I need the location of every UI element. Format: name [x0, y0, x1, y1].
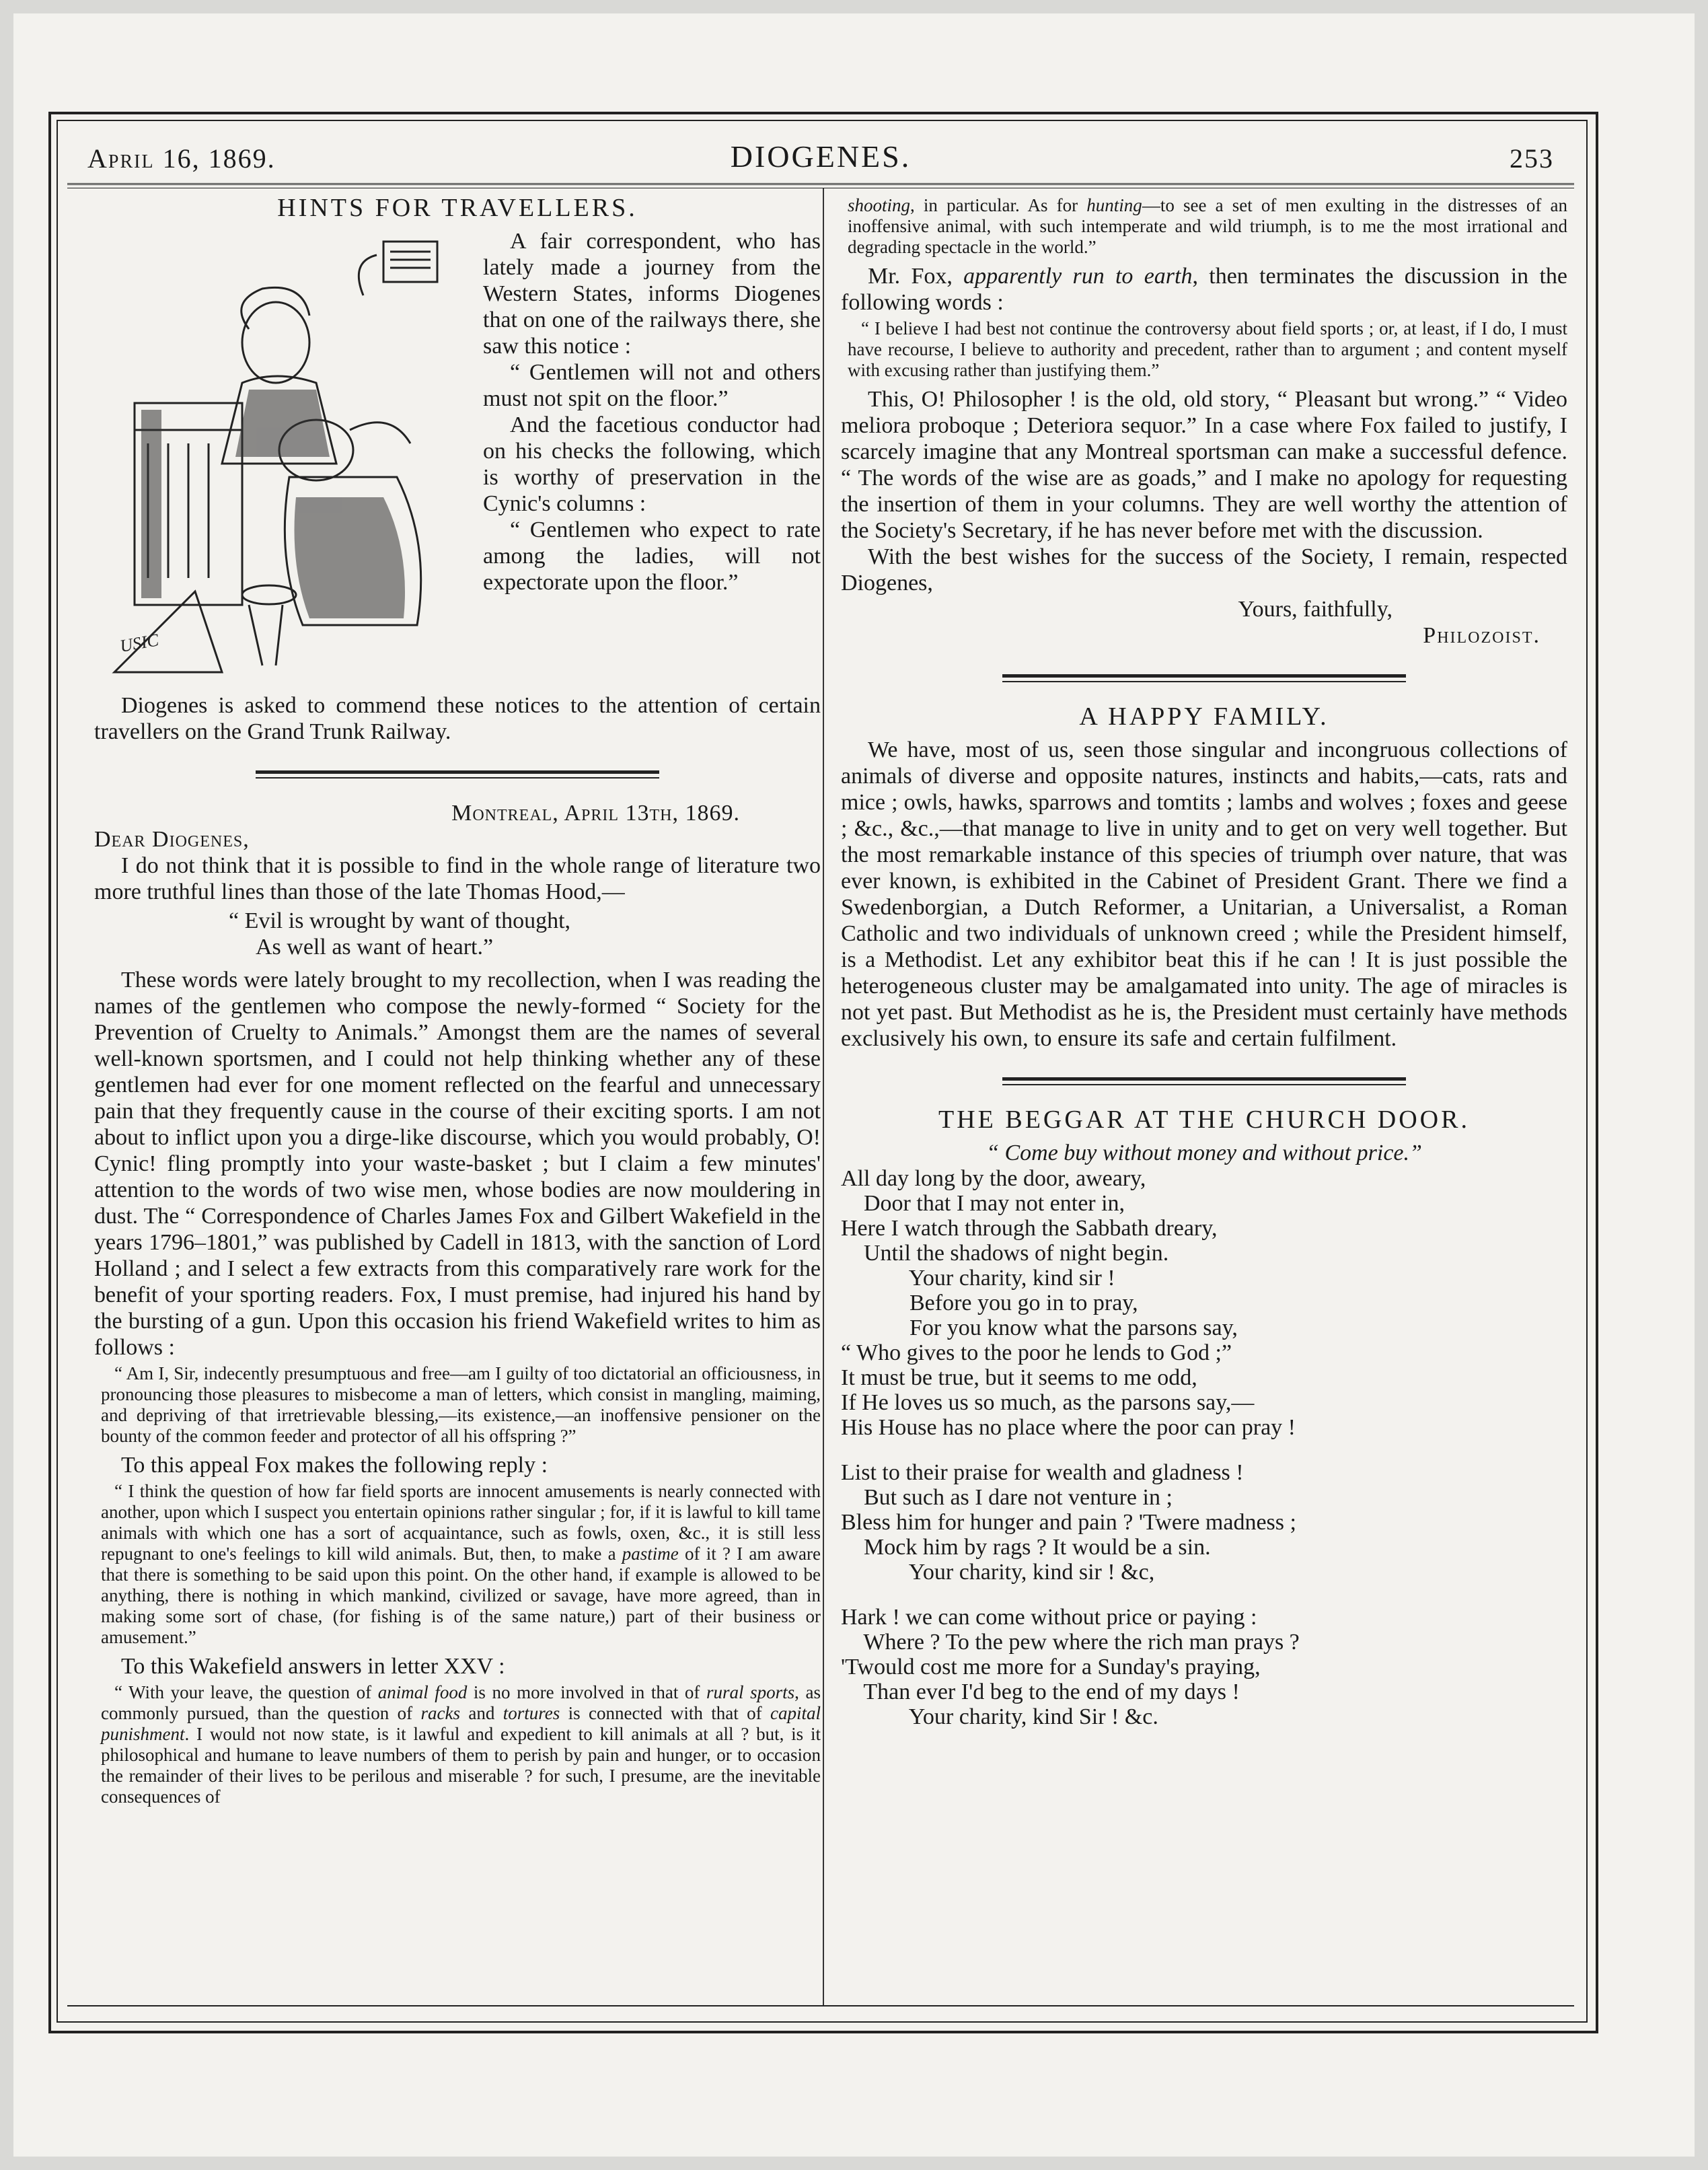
header-rule — [67, 183, 1574, 188]
poem-beggar-at-church-door — [841, 1107, 1567, 1729]
block-quote — [848, 318, 1567, 381]
poem-stanza — [841, 1460, 1567, 1585]
letter-salutation: Dear Diogenes, — [94, 827, 250, 852]
poem-line: If He loves us so much, as the parsons say,— — [841, 1390, 1255, 1415]
poem-line: But such as I dare not venture in ; — [841, 1485, 1173, 1510]
paragraph: Diogenes is asked to commend these notices to the attention of certain travellers on the Grand Trunk Railway. — [94, 693, 821, 744]
quoted-notice: “ Gentlemen who expect to rate among the ladies, will not expectorate upon the floor.” — [483, 517, 821, 595]
poem-line: “ Who gives to the poor he lends to God ;” — [841, 1340, 1232, 1365]
block-quote-continued — [848, 195, 1567, 258]
section-separator — [841, 1064, 1567, 1100]
paragraph: We have, most of us, seen those singular and incongruous collections of animals of diverse and opposite natures, instincts and habits,—cats, rats and mice ; owls, hawks, sparrows and tomtits ; lambs and wolves ; foxes and geese ; &c., &c.,—that manage to live in unity and to get on very well together. But the most remarkable instance of this species of triumph over nature, that was ever known, is exhibited in the Cabinet of President Grant. There we find a Swedenborgian, a Dutch Reformer, a Unitarian, a Universalist, a Roman Catholic and two individuals of unknown creed ; while the President himself, is a Methodist. Let any exhibitor beat this if he can ! It is just possible the heterogeneous cluster may be amalgamated into unity. The age of miracles is not yet past. But Methodist as he is, the President must certainly have methods exclusively his own, to ensure its safe and certain fulfilment. — [841, 737, 1567, 1051]
paragraph: A fair correspondent, who has lately made a journey from the Western States, informs Diogenes that on one of the railways there, she saw this notice : — [483, 229, 821, 359]
quote-text: shooting, in particular. As for hunting—to see a set of men exulting in the distresses of an inoffensive animal, with such intemperate and wild triumph, is to me the most irrational and degrading spectacle in the world.” — [848, 195, 1567, 257]
poem-stanza — [841, 1166, 1567, 1440]
poem-line: List to their praise for wealth and gladness ! — [841, 1460, 1244, 1485]
issue-date: April 16, 1869. — [87, 143, 276, 174]
bottom-rule — [67, 2005, 1574, 2006]
poem-line: Door that I may not enter in, — [841, 1191, 1125, 1216]
column-divider — [823, 188, 824, 2005]
quote-text: “ Am I, Sir, indecently presumptuous and free—am I guilty of too dictatorial an officiousness, in pronouncing those pleasures to misbecome a man of letters, which consist in mangling, maiming, and depriving of that irretrievable blessing,—its existence,—an inoffensive pensioner on the bounty of the common feeder and protector of all his offspring ?” — [101, 1363, 821, 1446]
quoted-notice: “ Gentlemen will not and others must not spit on the floor.” — [483, 360, 821, 411]
illustration-piano-singer — [94, 228, 471, 686]
poem-line: 'Twould cost me more for a Sunday's praying, — [841, 1655, 1261, 1679]
verse-line: As well as want of heart.” — [256, 935, 494, 960]
poem-line: Before you go in to pray, — [841, 1291, 1138, 1315]
poem-line: Than ever I'd beg to the end of my days ! — [841, 1679, 1240, 1704]
right-column — [841, 195, 1567, 1749]
section-separator — [841, 661, 1567, 697]
page-number: 253 — [1510, 143, 1554, 174]
poem-line: All day long by the door, aweary, — [841, 1166, 1146, 1191]
quote-text: “ I believe I had best not continue the controversy about field sports ; or, at least, if I do, I must have recourse, I believe to authority and precedent, rather than to argument ; and content myself with excusing rather than justifying them.” — [848, 318, 1567, 380]
poem-line: Your charity, kind Sir ! &c. — [841, 1704, 1158, 1729]
masthead: DIOGENES. — [730, 139, 912, 174]
paragraph: These words were lately brought to my recollection, when I was reading the names of the gentlemen who compose the newly-formed “ Society for the Prevention of Cruelty to Animals.” Amongst them are the names of several well-known sportsmen, and I could not help thinking whether any of these gentlemen had ever for one moment reflected on the fearful and unnecessary pain that they frequently cause in the course of their exciting sports. I am not about to inflict upon you a dirge-like discourse, which you would probably, O! Cynic! fling promptly into your waste-basket ; but I claim a few minutes' attention to the words of two wise men, whose bodies are now mouldering in dust. The “ Correspondence of Charles James Fox and Gilbert Wakefield in the years 1796–1801,” was published by Cadell in 1813, with the sanction of Lord Holland ; and I select a few extracts from this comparatively rare work for the benefit of your sporting readers. Fox, I must premise, had injured his hand by the bursting of a gun. Upon this occasion his friend Wakefield writes to him as follows : — [94, 968, 821, 1360]
poem-line: Your charity, kind sir ! — [841, 1266, 1115, 1291]
poem-line: His House has no place where the poor can pray ! — [841, 1415, 1296, 1440]
letter-signature: Philozoist. — [1423, 623, 1540, 648]
article-letter — [94, 800, 821, 1807]
article-happy-family — [841, 704, 1567, 1052]
quote-text: “ With your leave, the question of animal food is no more involved in that of rural sports, as commonly pursued, than the question of racks and tortures is connected with that of capital punishment. I would not now state, is it lawful and expedient to kill animals at all ? but, is it philosophical and humane to leave numbers of them to perish by pain and hunger, or to occasion the remainder of their lives to be perilous and miserable ? for such, I presume, are the inevitable consequences of — [101, 1682, 821, 1807]
poem-body — [841, 1166, 1567, 1729]
verse-quote — [229, 908, 821, 960]
paragraph: And the facetious conductor had on his checks the following, which is worthy of preservation in the Cynic's columns : — [483, 412, 821, 516]
verse-line: “ Evil is wrought by want of thought, — [229, 908, 571, 933]
paragraph: To this appeal Fox makes the following reply : — [121, 1453, 548, 1478]
paragraph: With the best wishes for the success of the Society, I remain, respected Diogenes, — [841, 544, 1567, 595]
poem-line: Your charity, kind sir ! &c, — [841, 1560, 1155, 1585]
paragraph: This, O! Philosopher ! is the old, old story, “ Pleasant but wrong.” “ Video meliora proboque ; Deteriora sequor.” In a case where Fox failed to justify, I scarcely imagine that any Montreal sportsman can make a successful defence. “ The words of the wise are as goads,” and I make no apology for requesting the insertion of them in your columns. They are well worthy the attention of the Society's Secretary, if he has never before met with the discussion. — [841, 387, 1567, 543]
illustration-caption: USIC — [118, 630, 160, 656]
paragraph: I do not think that it is possible to find in the whole range of literature two more truthful lines than those of the late Thomas Hood,— — [94, 853, 821, 904]
paragraph: Mr. Fox, apparently run to earth, then terminates the discussion in the following words : — [841, 264, 1567, 315]
block-quote — [101, 1682, 821, 1807]
engraving-image — [94, 228, 471, 686]
article-title: HINTS FOR TRAVELLERS. — [277, 194, 638, 222]
block-quote — [101, 1481, 821, 1648]
poem-stanza — [841, 1605, 1567, 1729]
block-quote — [101, 1363, 821, 1447]
left-column — [94, 195, 821, 1813]
letter-dateline: Montreal, April 13th, 1869. — [451, 801, 740, 826]
poem-line: Until the shadows of night begin. — [841, 1241, 1169, 1266]
letter-closing: Yours, faithfully, — [1238, 597, 1393, 622]
poem-line: For you know what the parsons say, — [841, 1315, 1238, 1340]
article-hints-for-travellers — [94, 195, 821, 745]
poem-line: It must be true, but it seems to me odd, — [841, 1365, 1197, 1390]
poem-epigraph: “ Come buy without money and without price.” — [986, 1141, 1422, 1165]
quote-text: “ I think the question of how far field sports are innocent amusements is nearly connected with another, upon which I suspect you entertain opinions rather singular ; for, if it is lawful to kill tame animals with which one has a sort of acquaintance, such as fowls, oxen, &c., it is still less repugnant to one's feelings to kill wild animals. But, then, to make a pastime of it ? I am aware that there is something to be said upon this point. On the other hand, if example is allowed to be anything, there is nothing in which mankind, civilized or savage, have more agreed, than in making some sort of chase, (for fishing is of the same nature,) part of their business or amusement.” — [101, 1481, 821, 1647]
article-title: A HAPPY FAMILY. — [1079, 702, 1329, 731]
paragraph: To this Wakefield answers in letter XXV : — [121, 1654, 505, 1679]
poem-line: Bless him for hunger and pain ? 'Twere madness ; — [841, 1510, 1296, 1535]
poem-title: THE BEGGAR AT THE CHURCH DOOR. — [938, 1106, 1470, 1134]
section-separator — [94, 757, 821, 793]
poem-line: Hark ! we can come without price or paying : — [841, 1605, 1257, 1630]
poem-line: Here I watch through the Sabbath dreary, — [841, 1216, 1218, 1241]
poem-line: Mock him by rags ? It would be a sin. — [841, 1535, 1211, 1560]
poem-line: Where ? To the pew where the rich man prays ? — [841, 1630, 1300, 1655]
running-head — [67, 133, 1574, 176]
